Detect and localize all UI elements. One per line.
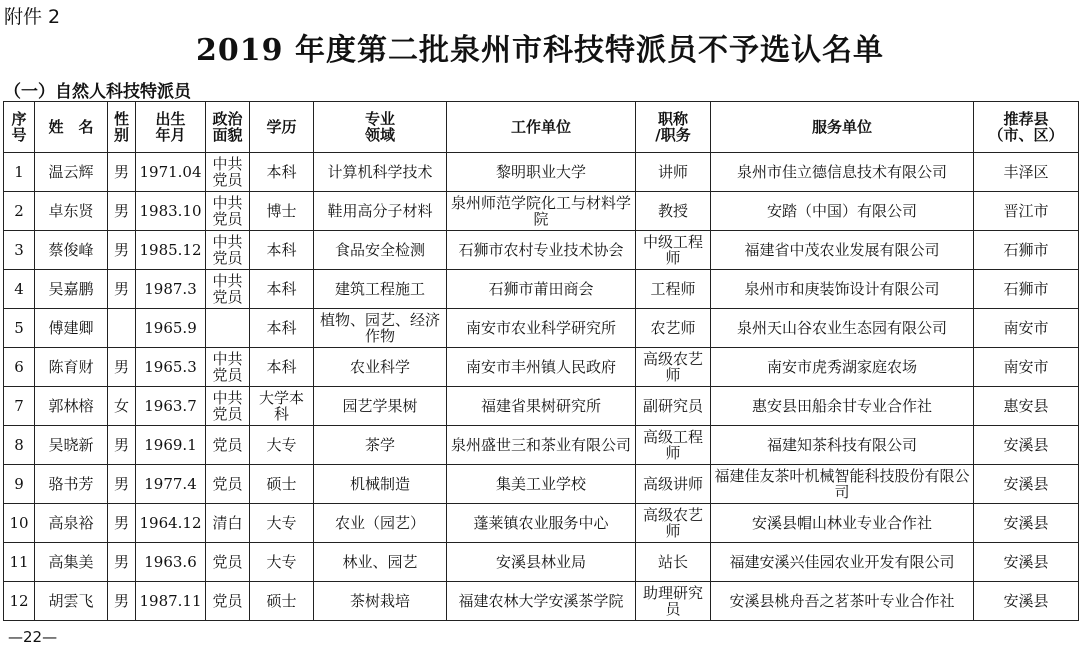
page-number: —22— — [8, 628, 58, 646]
cell-birth: 1987.3 — [136, 270, 206, 309]
cell-name: 吴嘉鹏 — [35, 270, 108, 309]
header-education: 学历 — [250, 102, 314, 153]
cell-seq: 5 — [4, 309, 35, 348]
cell-county: 丰泽区 — [974, 153, 1079, 192]
cell-education: 本科 — [250, 153, 314, 192]
cell-education: 博士 — [250, 192, 314, 231]
cell-name: 傅建卿 — [35, 309, 108, 348]
table-row — [4, 348, 1079, 387]
cell-name: 蔡俊峰 — [35, 231, 108, 270]
cell-title: 高级农艺 师 — [636, 504, 711, 543]
table-body — [4, 153, 1079, 621]
cell-political: 党员 — [206, 582, 250, 621]
header-seq: 序 号 — [4, 102, 35, 153]
cell-birth: 1963.6 — [136, 543, 206, 582]
header-gender: 性 别 — [108, 102, 136, 153]
header-county: 推荐县 （市、区） — [974, 102, 1079, 153]
cell-service-unit: 惠安县田船余甘专业合作社 — [711, 387, 974, 426]
cell-birth: 1965.9 — [136, 309, 206, 348]
cell-field: 茶树栽培 — [314, 582, 447, 621]
cell-service-unit: 福建安溪兴佳园农业开发有限公司 — [711, 543, 974, 582]
section-heading: （一）自然人科技特派员 — [4, 82, 191, 102]
cell-birth: 1971.04 — [136, 153, 206, 192]
cell-gender: 男 — [108, 348, 136, 387]
attachment-label: 附件 2 — [4, 6, 61, 28]
cell-title: 助理研究 员 — [636, 582, 711, 621]
cell-education: 本科 — [250, 348, 314, 387]
cell-seq: 2 — [4, 192, 35, 231]
cell-education: 硕士 — [250, 582, 314, 621]
cell-workplace: 安溪县林业局 — [447, 543, 636, 582]
table-row — [4, 543, 1079, 582]
header-political: 政治 面貌 — [206, 102, 250, 153]
table-row — [4, 270, 1079, 309]
cell-service-unit: 福建佳友茶叶机械智能科技股份有限公司 — [711, 465, 974, 504]
cell-field: 林业、园艺 — [314, 543, 447, 582]
cell-service-unit: 泉州市佳立德信息技术有限公司 — [711, 153, 974, 192]
cell-gender: 男 — [108, 582, 136, 621]
table-row — [4, 309, 1079, 348]
cell-workplace: 福建省果树研究所 — [447, 387, 636, 426]
cell-seq: 6 — [4, 348, 35, 387]
cell-workplace: 石狮市农村专业技术协会 — [447, 231, 636, 270]
table-row — [4, 426, 1079, 465]
cell-name: 吴晓新 — [35, 426, 108, 465]
table-row — [4, 582, 1079, 621]
cell-title: 站长 — [636, 543, 711, 582]
cell-seq: 9 — [4, 465, 35, 504]
cell-field: 农业科学 — [314, 348, 447, 387]
cell-birth: 1965.3 — [136, 348, 206, 387]
table-row — [4, 504, 1079, 543]
cell-field: 机械制造 — [314, 465, 447, 504]
cell-birth: 1964.12 — [136, 504, 206, 543]
cell-workplace: 集美工业学校 — [447, 465, 636, 504]
personnel-table — [3, 101, 1079, 621]
cell-field: 食品安全检测 — [314, 231, 447, 270]
cell-education: 本科 — [250, 270, 314, 309]
header-title: 职称 /职务 — [636, 102, 711, 153]
cell-county: 安溪县 — [974, 465, 1079, 504]
cell-seq: 10 — [4, 504, 35, 543]
cell-county: 安溪县 — [974, 582, 1079, 621]
cell-service-unit: 福建知茶科技有限公司 — [711, 426, 974, 465]
cell-political: 中共 党员 — [206, 192, 250, 231]
cell-birth: 1963.7 — [136, 387, 206, 426]
cell-birth: 1977.4 — [136, 465, 206, 504]
cell-field: 植物、园艺、经济作物 — [314, 309, 447, 348]
cell-workplace: 南安市农业科学研究所 — [447, 309, 636, 348]
header-field: 专业 领域 — [314, 102, 447, 153]
cell-education: 硕士 — [250, 465, 314, 504]
cell-county: 安溪县 — [974, 504, 1079, 543]
cell-political: 中共 党员 — [206, 270, 250, 309]
cell-county: 安溪县 — [974, 543, 1079, 582]
cell-seq: 12 — [4, 582, 35, 621]
table-row — [4, 465, 1079, 504]
cell-political — [206, 309, 250, 348]
cell-political: 党员 — [206, 543, 250, 582]
cell-workplace: 福建农林大学安溪茶学院 — [447, 582, 636, 621]
cell-service-unit: 安溪县帽山林业专业合作社 — [711, 504, 974, 543]
cell-field: 园艺学果树 — [314, 387, 447, 426]
cell-gender: 男 — [108, 465, 136, 504]
cell-county: 南安市 — [974, 309, 1079, 348]
table-row — [4, 387, 1079, 426]
header-name: 姓 名 — [35, 102, 108, 153]
cell-name: 高泉裕 — [35, 504, 108, 543]
cell-seq: 11 — [4, 543, 35, 582]
cell-seq: 7 — [4, 387, 35, 426]
cell-seq: 1 — [4, 153, 35, 192]
cell-birth: 1985.12 — [136, 231, 206, 270]
cell-service-unit: 南安市虎秀湖家庭农场 — [711, 348, 974, 387]
cell-education: 大专 — [250, 504, 314, 543]
cell-seq: 3 — [4, 231, 35, 270]
cell-gender: 男 — [108, 543, 136, 582]
cell-workplace: 泉州师范学院化工与材料学院 — [447, 192, 636, 231]
cell-workplace: 南安市丰州镇人民政府 — [447, 348, 636, 387]
table-row — [4, 192, 1079, 231]
cell-name: 高集美 — [35, 543, 108, 582]
cell-field: 农业（园艺） — [314, 504, 447, 543]
cell-education: 大学本 科 — [250, 387, 314, 426]
table-row — [4, 153, 1079, 192]
cell-education: 大专 — [250, 543, 314, 582]
cell-name: 卓东贤 — [35, 192, 108, 231]
cell-political: 中共 党员 — [206, 231, 250, 270]
cell-birth: 1983.10 — [136, 192, 206, 231]
cell-education: 本科 — [250, 231, 314, 270]
cell-seq: 8 — [4, 426, 35, 465]
cell-gender — [108, 309, 136, 348]
cell-gender: 男 — [108, 153, 136, 192]
cell-name: 郭林榕 — [35, 387, 108, 426]
cell-title: 高级工程 师 — [636, 426, 711, 465]
table-row — [4, 231, 1079, 270]
cell-name: 骆书芳 — [35, 465, 108, 504]
header-birth: 出生 年月 — [136, 102, 206, 153]
cell-county: 南安市 — [974, 348, 1079, 387]
cell-political: 中共 党员 — [206, 387, 250, 426]
header-service-unit: 服务单位 — [711, 102, 974, 153]
cell-field: 建筑工程施工 — [314, 270, 447, 309]
cell-title: 中级工程 师 — [636, 231, 711, 270]
cell-education: 大专 — [250, 426, 314, 465]
cell-gender: 男 — [108, 231, 136, 270]
cell-workplace: 黎明职业大学 — [447, 153, 636, 192]
cell-political: 清白 — [206, 504, 250, 543]
cell-service-unit: 福建省中茂农业发展有限公司 — [711, 231, 974, 270]
cell-title: 教授 — [636, 192, 711, 231]
cell-service-unit: 安踏（中国）有限公司 — [711, 192, 974, 231]
table-header-row — [4, 102, 1079, 153]
cell-education: 本科 — [250, 309, 314, 348]
cell-gender: 男 — [108, 270, 136, 309]
cell-county: 安溪县 — [974, 426, 1079, 465]
cell-service-unit: 泉州天山谷农业生态园有限公司 — [711, 309, 974, 348]
cell-county: 石狮市 — [974, 231, 1079, 270]
cell-gender: 男 — [108, 426, 136, 465]
header-workplace: 工作单位 — [447, 102, 636, 153]
cell-field: 鞋用高分子材料 — [314, 192, 447, 231]
cell-title: 讲师 — [636, 153, 711, 192]
cell-name: 温云辉 — [35, 153, 108, 192]
cell-political: 中共 党员 — [206, 348, 250, 387]
cell-title: 高级农艺 师 — [636, 348, 711, 387]
cell-political: 中共 党员 — [206, 153, 250, 192]
cell-title: 工程师 — [636, 270, 711, 309]
cell-service-unit: 安溪县桃舟吾之茗茶叶专业合作社 — [711, 582, 974, 621]
cell-birth: 1987.11 — [136, 582, 206, 621]
cell-title: 副研究员 — [636, 387, 711, 426]
cell-seq: 4 — [4, 270, 35, 309]
cell-workplace: 石狮市莆田商会 — [447, 270, 636, 309]
cell-field: 茶学 — [314, 426, 447, 465]
cell-field: 计算机科学技术 — [314, 153, 447, 192]
cell-gender: 男 — [108, 504, 136, 543]
cell-name: 陈育财 — [35, 348, 108, 387]
document-title: 2019 年度第二批泉州市科技特派员不予选认名单 — [196, 33, 884, 68]
cell-county: 惠安县 — [974, 387, 1079, 426]
cell-county: 石狮市 — [974, 270, 1079, 309]
cell-political: 党员 — [206, 426, 250, 465]
cell-service-unit: 泉州市和庚装饰设计有限公司 — [711, 270, 974, 309]
cell-workplace: 泉州盛世三和茶业有限公司 — [447, 426, 636, 465]
cell-title: 高级讲师 — [636, 465, 711, 504]
cell-political: 党员 — [206, 465, 250, 504]
cell-birth: 1969.1 — [136, 426, 206, 465]
cell-gender: 男 — [108, 192, 136, 231]
cell-name: 胡雲飞 — [35, 582, 108, 621]
cell-gender: 女 — [108, 387, 136, 426]
cell-workplace: 蓬莱镇农业服务中心 — [447, 504, 636, 543]
cell-title: 农艺师 — [636, 309, 711, 348]
cell-county: 晋江市 — [974, 192, 1079, 231]
